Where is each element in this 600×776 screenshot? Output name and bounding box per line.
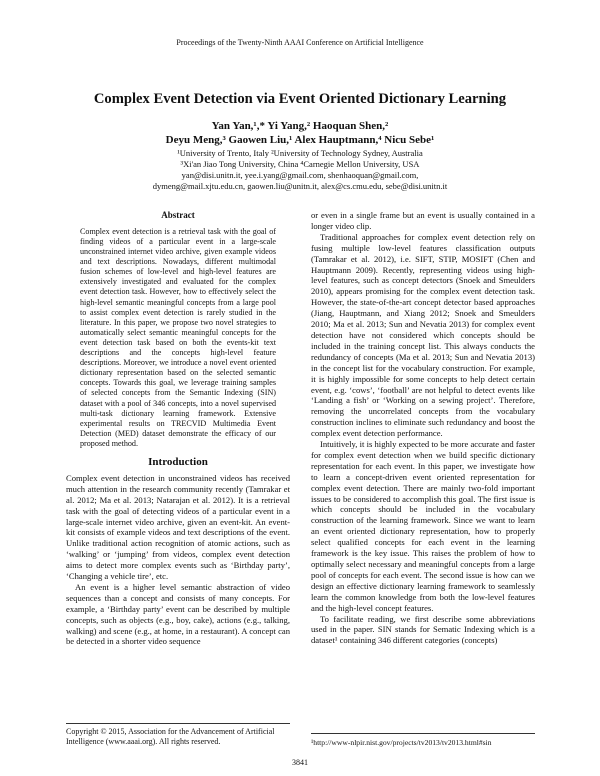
- author-list: [0, 119, 600, 147]
- paper-title: Complex Event Detection via Event Oriented Dictionary Learning: [93, 91, 507, 107]
- right-paragraph-2: Intuitively, it is highly expected to be more accurate and faster for complex event detection when we build specific dictionary representation for each event. In this paper, we investigate how to learn a concept-driven event oriented representation for complex event detection. There are mainly two-fold important issues to be considered to accomplish this goal. The first issue is which concepts should be included in the vocabulary construction of the learning framework. Since we want to learn an event oriented dictionary representation, how to properly select qualified concepts for each event in the learning framework is the key issue. This raises the problem of how to optimally select necessary and meaningful concepts from a large pool of concepts for each event. The second issue is how can we design an effective dictionary learning framework to seamlessly learn the common knowledge from both the low-level features and the high-level concept features.: [311, 439, 535, 613]
- affiliation-line-1: ¹University of Trento, Italy ²University of Technology Sydney, Australia: [177, 148, 423, 158]
- right-paragraph-1: Traditional approaches for complex event detection rely on fusing multiple low-level features classification outputs (Tamrakar et al. 2012), i.e. SIFT, STIP, MOSIFT (Chen and Hauptmann 2009). Recently, representing videos using high-level features, such as concept detectors (Snoek and Smeulders 2010), appears promising for the complex event detection task. However, the state-of-the-art concept detector based approaches (Jiang, Hauptmann, and Xiang 2012; Snoek and Smeulders 2010; Ma et al. 2013; Sun and Nevatia 2013) for complex event detection have not considered which concepts should be included in the training concept list. This always conducts the redundancy of concepts (Ma et al. 2013; Sun and Nevatia 2013) in the concept list for the vocabulary construction. For example, it is highly impossible for some concepts to help detect certain event, e.g. ‘cows’, ‘football’ are not helpful to detect events like ‘Landing a fish’ or ‘Working on a sewing project’. Therefore, removing the uncorrelated concepts from the vocabulary construction inclines to eliminate such redundancy and boost the complex event detection performance.: [311, 231, 535, 439]
- author-line-2: Deyu Meng,³ Gaowen Liu,¹ Alex Hauptmann,⁴ Nicu Sebe¹: [165, 134, 435, 146]
- author-line-1: Yan Yan,¹,* Yi Yang,² Haoquan Shen,²: [211, 120, 389, 132]
- abstract-body: [66, 227, 290, 449]
- affiliation-line-2: ³Xi'an Jiao Tong University, China ⁴Carnegie Mellon University, USA: [180, 159, 420, 169]
- copyright-notice: Copyright © 2015, Association for the Advancement of Artificial Intelligence (www.aaai.org). All rights reserved.: [66, 723, 290, 747]
- intro-paragraph-2: An event is a higher level semantic abstraction of video sequences than a concept and consists of many concepts. For example, a ‘Birthday party’ event can be described by multiple concepts, such as objects (e.g., boy, cake), actions (e.g., talking, walking) and scene (e.g., at home, in a restaurant). A concept can be detected in a shorter video sequence: [66, 581, 290, 647]
- right-column: [311, 210, 535, 646]
- left-column: [66, 210, 290, 647]
- footnote: ¹http://www-nlpir.nist.gov/projects/tv2013/tv2013.html#sin: [311, 733, 535, 747]
- intro-paragraph-1: Complex event detection in unconstrained videos has received much attention in the research community recently (Tamrakar et al. 2012; Ma et al. 2013; Natarajan et al. 2012). It is a retrieval task with the goal of detecting videos of a particular event in a large-scale internet video archive, given an event-kit. An event-kit consists of example videos and text descriptions of the event. Unlike traditional action recognition of atomic actions, such as ‘walking’ or ‘jumping’ from videos, complex event detection aims to detect more complex events such as ‘Birthday party’, ‘Changing a vehicle tire’, etc.: [66, 472, 290, 582]
- email-line-1: yan@disi.unitn.it, yee.i.yang@gmail.com, shenhaoquan@gmail.com,: [181, 170, 419, 180]
- page-number: 3841: [292, 758, 308, 767]
- abstract-heading: Abstract: [161, 210, 195, 220]
- email-line-2: dymeng@mail.xjtu.edu.cn, gaowen.liu@unitn.it, alex@cs.cmu.edu, sebe@disi.unitn.it: [152, 181, 448, 191]
- conference-header: Proceedings of the Twenty-Ninth AAAI Conference on Artificial Intelligence: [176, 38, 424, 47]
- abstract-text: Complex event detection is a retrieval task with the goal of finding videos of a particular event in a large-scale unconstrained internet video archive, given example videos and text descriptions. Nowadays, different multimodal fusion schemes of low-level and high-level features are extensively investigated and evaluated for the complex event detection task. However, how to effectively select the high-level semantic meaningful concepts from a large pool to assist complex event detection is rarely studied in the literature. In this paper, we propose two novel strategies to automatically select semantic meaningful concepts for the event detection task based on both the events-kit text descriptions and the concepts high-level feature descriptions. Moreover, we introduce a novel event oriented dictionary representation based on the selected semantic concepts. Towards this goal, we leverage training samples of selected concepts from the Semantic Indexing (SIN) dataset with a pool of 346 concepts, into a novel supervised multi-task dictionary learning framework. Extensive experimental results on TRECVID Multimedia Event Detection (MED) dataset demonstrate the efficacy of our proposed method.: [80, 226, 276, 448]
- right-paragraph-3: To facilitate reading, we first describe some abbreviations used in the paper. SIN stands for Sematic Indexing which is a dataset¹ containing 346 different categories (concepts): [311, 613, 535, 646]
- right-paragraph-0: or even in a single frame but an event is usually contained in a longer video clip.: [311, 210, 535, 231]
- affiliations: [0, 148, 600, 192]
- introduction-heading: Introduction: [148, 455, 208, 468]
